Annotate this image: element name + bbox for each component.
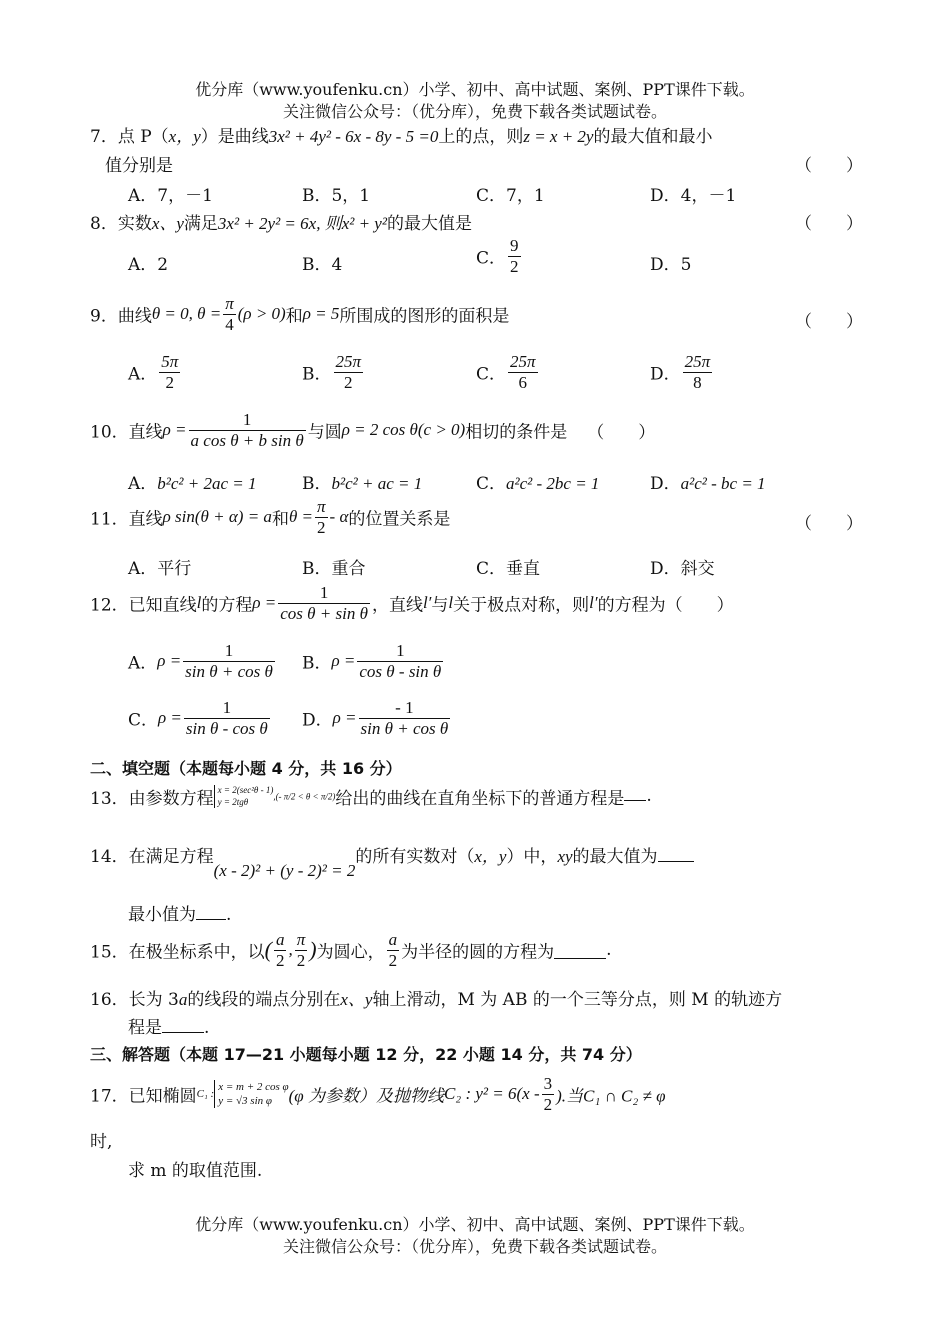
q9-number: 9． xyxy=(90,306,118,327)
q7-option-a: A．7，－1 xyxy=(128,186,213,206)
q17-number: 17． xyxy=(90,1086,129,1107)
q9-option-d: D． $\frac{25\pi}{8}$ xyxy=(650,352,711,392)
q16-line-2: 程是 . xyxy=(128,1018,210,1038)
q10-answer-bracket: （ ） xyxy=(587,422,656,443)
q16-line-1: 16．长为 3a的线段的端点分别在x、y轴上滑动，M 为 AB 的一个三等分点，则 M 的轨迹方 xyxy=(90,990,783,1010)
q7-line-1: 7．点 P（x，y）是曲线3x² + 4y² - 6x - 8y - 5 =0上的点，则z = x + 2y的最大值和最小 xyxy=(90,127,713,147)
q7-answer-bracket: （ ） xyxy=(795,156,863,176)
q15-number: 15． xyxy=(90,942,129,963)
q12-line-1: 12．已知直线l的方程ρ = $\frac{1}{\text{cos θ + sin θ}}$ ，直线l′与l关于极点对称，则l′的方程为（ ） xyxy=(90,583,734,623)
q7-option-b: B．5，1 xyxy=(302,186,371,206)
q8-equation: 3x² + 2y² = 6x, 则x² + y² xyxy=(217,214,387,233)
q11-line-1: 11．直线ρ sin(θ + α) = a和θ = $\frac{\pi}{2}$ - α的位置关系是 xyxy=(90,497,451,537)
q17-line-1: 17．已知椭圆C₁ : x = m + 2 cos φ y = √3 sin φ (φ 为参数）及抛物线C₂ : y² = 6(x - $\frac{3}{2}$ ).当C₁ ∩ C₂ ≠ φ xyxy=(90,1074,666,1114)
q12-option-d: D．ρ = $\frac{- 1}{\text{sin θ + cos θ}}$ xyxy=(302,698,449,738)
q11-option-b: B．重合 xyxy=(302,559,366,579)
q11-option-d: D．斜交 xyxy=(650,559,715,579)
q9-line-1: 9．曲线θ = 0, θ = $\frac{\pi}{4}$ (ρ > 0)和ρ = 5所围成的图形的面积是 xyxy=(90,294,510,334)
q13-parametric-system: x = 2(sec²θ - 1) y = 2tgθ xyxy=(214,785,274,808)
q11-answer-bracket: （ ） xyxy=(795,514,863,534)
q7-option-c: C．7，1 xyxy=(476,186,545,206)
q13-line-1: 13．由参数方程 x = 2(sec²θ - 1) y = 2tgθ ,(- π/2 < θ < π/2)给出的曲线在直角坐标下的普通方程是 . xyxy=(90,784,652,809)
q10-option-a: A．b²c² + 2ac = 1 xyxy=(128,474,257,494)
q12-number: 12． xyxy=(90,595,129,616)
q10-option-d: D．a²c² - bc = 1 xyxy=(650,474,766,494)
q8-option-b: B．4 xyxy=(302,255,343,275)
q12-option-c: C．ρ = $\frac{1}{\text{sin θ - cos θ}}$ xyxy=(128,698,268,738)
q14-line-1: 14．在满足方程(x - 2)² + (y - 2)² = 2的所有实数对（x，y）中，xy的最大值为 xyxy=(90,842,694,867)
q8-line-1: 8．实数x、y满足3x² + 2y² = 6x, 则x² + y²的最大值是 xyxy=(90,214,472,234)
q8-answer-bracket: （ ） xyxy=(795,214,863,234)
section-3-heading: 三、解答题（本题 17—21 小题每小题 12 分，22 小题 14 分，共 74 分） xyxy=(90,1045,642,1064)
q8-option-a: A．2 xyxy=(128,255,169,275)
q7-line-2: 值分别是 xyxy=(105,156,173,176)
q11-number: 11． xyxy=(90,509,129,530)
q16-answer-blank[interactable] xyxy=(162,1016,204,1033)
q16-number: 16． xyxy=(90,990,129,1010)
footer-line-2: 关注微信公众号：（优分库），免费下载各类试题试卷。 xyxy=(282,1237,667,1256)
q13-number: 13． xyxy=(90,789,129,809)
section-2-heading: 二、填空题（本题每小题 4 分，共 16 分） xyxy=(90,759,402,778)
q9-option-b: B． $\frac{25\pi}{2}$ xyxy=(302,352,362,392)
header-line-2: 关注微信公众号：（优分库），免费下载各类试题试卷。 xyxy=(282,102,667,121)
q14-max-blank[interactable] xyxy=(658,845,694,862)
q14-equation: (x - 2)² + (y - 2)² = 2 xyxy=(213,861,356,880)
q10-option-c: C．a²c² - 2bc = 1 xyxy=(476,474,600,494)
q10-line-1: 10．直线ρ = $\frac{1}{\text{a cos θ + b sin θ}}$ 与圆ρ = 2 cos θ(c > 0)相切的条件是 （ ） xyxy=(90,410,656,450)
q17-line-3: 求 m 的取值范围. xyxy=(128,1161,263,1181)
q14-line-2: 最小值为 . xyxy=(128,905,232,925)
q17-ellipse-system: x = m + 2 cos φ y = √3 sin φ xyxy=(214,1080,288,1109)
q7-option-d: D．4，－1 xyxy=(650,186,737,206)
q12-option-a: A．ρ = $\frac{1}{\text{sin θ + cos θ}}$ xyxy=(128,641,273,681)
q10-option-b: B．b²c² + ac = 1 xyxy=(302,474,423,494)
q8-option-d: D．5 xyxy=(650,255,692,275)
footer-line-1: 优分库（www.youfenku.cn）小学、初中、高中试题、案例、PPT课件下载。 xyxy=(195,1215,755,1234)
q14-number: 14． xyxy=(90,847,129,867)
q7-objective: z = x + 2y xyxy=(523,127,594,146)
header-line-1: 优分库（www.youfenku.cn）小学、初中、高中试题、案例、PPT课件下载。 xyxy=(195,80,755,99)
q14-min-blank[interactable] xyxy=(196,903,226,920)
q9-answer-bracket: （ ） xyxy=(795,312,863,332)
q13-answer-blank[interactable] xyxy=(624,784,646,801)
q8-option-c: C． $\frac{9}{2}$ xyxy=(476,236,519,276)
q15-answer-blank[interactable] xyxy=(554,942,606,959)
q11-option-c: C．垂直 xyxy=(476,559,541,579)
q15-line-1: 15．在极坐标系中，以( $\frac{a}{2}$ , $\frac{\pi}{2}$ )为圆心， $\frac{a}{2}$ 为半径的圆的方程为 . xyxy=(90,930,612,970)
q12-option-b: B．ρ = $\frac{1}{\text{cos θ - sin θ}}$ xyxy=(302,641,442,681)
q17-line-2: 时, xyxy=(90,1132,113,1152)
q9-option-c: C． $\frac{25\pi}{6}$ xyxy=(476,352,536,392)
q9-option-a: A． $\frac{5\pi}{2}$ xyxy=(128,352,179,392)
q7-curve-equation: 3x² + 4y² - 6x - 8y - 5 =0 xyxy=(268,127,439,146)
q11-option-a: A．平行 xyxy=(128,559,192,579)
q10-number: 10． xyxy=(90,422,129,443)
q7-number: 7． xyxy=(90,127,118,147)
q8-number: 8． xyxy=(90,214,118,234)
